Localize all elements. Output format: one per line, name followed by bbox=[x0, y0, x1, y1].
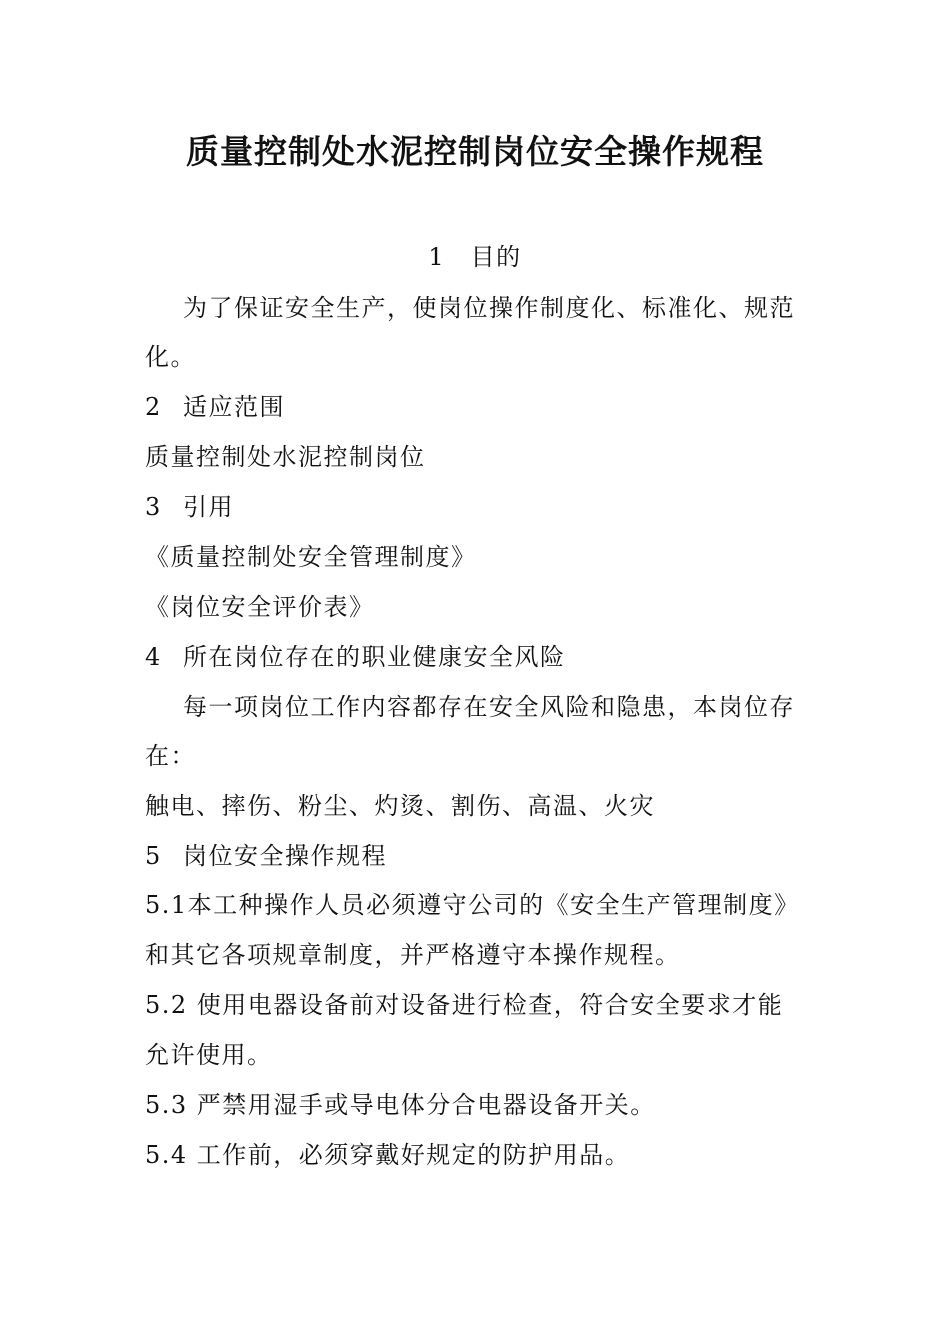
section-4-number: 4 bbox=[145, 643, 162, 671]
section-5-title: 岗位安全操作规程 bbox=[183, 842, 387, 870]
section-4-body-line1: 每一项岗位工作内容都存在安全风险和隐患，本岗位存 bbox=[183, 693, 795, 721]
section-4-title: 所在岗位存在的职业健康安全风险 bbox=[183, 643, 566, 671]
section-5-number: 5 bbox=[145, 842, 162, 870]
section-4-heading bbox=[145, 640, 815, 674]
clause-5-1-line2: 和其它各项规章制度，并严格遵守本操作规程。 bbox=[145, 941, 681, 969]
section-1-body-line2: 化。 bbox=[145, 343, 196, 371]
document-title: 质量控制处水泥控制岗位安全操作规程 bbox=[186, 132, 764, 171]
section-1-heading: 1 目的 bbox=[428, 243, 522, 271]
section-2-title: 适应范围 bbox=[183, 393, 285, 421]
section-2-number: 2 bbox=[145, 393, 162, 421]
clause-5-3: 5.3 严禁用湿手或导电体分合电器设备开关。 bbox=[145, 1091, 656, 1119]
section-2-heading bbox=[145, 390, 815, 424]
clause-5-2-line1: 5.2 使用电器设备前对设备进行检查，符合安全要求才能 bbox=[145, 991, 784, 1019]
section-5-heading bbox=[145, 839, 815, 873]
section-3-title: 引用 bbox=[183, 493, 234, 521]
section-3-reference-1: 《质量控制处安全管理制度》 bbox=[145, 543, 477, 571]
clause-5-1-line1: 5.1本工种操作人员必须遵守公司的《安全生产管理制度》 bbox=[145, 891, 800, 919]
section-1-body-line1: 为了保证安全生产，使岗位操作制度化、标准化、规范 bbox=[183, 294, 795, 322]
clause-5-2-line2: 允许使用。 bbox=[145, 1041, 273, 1069]
section-3-heading bbox=[145, 490, 815, 524]
section-3-reference-2: 《岗位安全评价表》 bbox=[145, 593, 375, 621]
section-4-body-line2: 在： bbox=[145, 742, 196, 770]
section-3-number: 3 bbox=[145, 493, 162, 521]
clause-5-4: 5.4 工作前，必须穿戴好规定的防护用品。 bbox=[145, 1141, 631, 1169]
section-2-body: 质量控制处水泥控制岗位 bbox=[145, 443, 426, 471]
section-4-risk-list: 触电、摔伤、粉尘、灼烫、割伤、高温、火灾 bbox=[145, 792, 655, 820]
